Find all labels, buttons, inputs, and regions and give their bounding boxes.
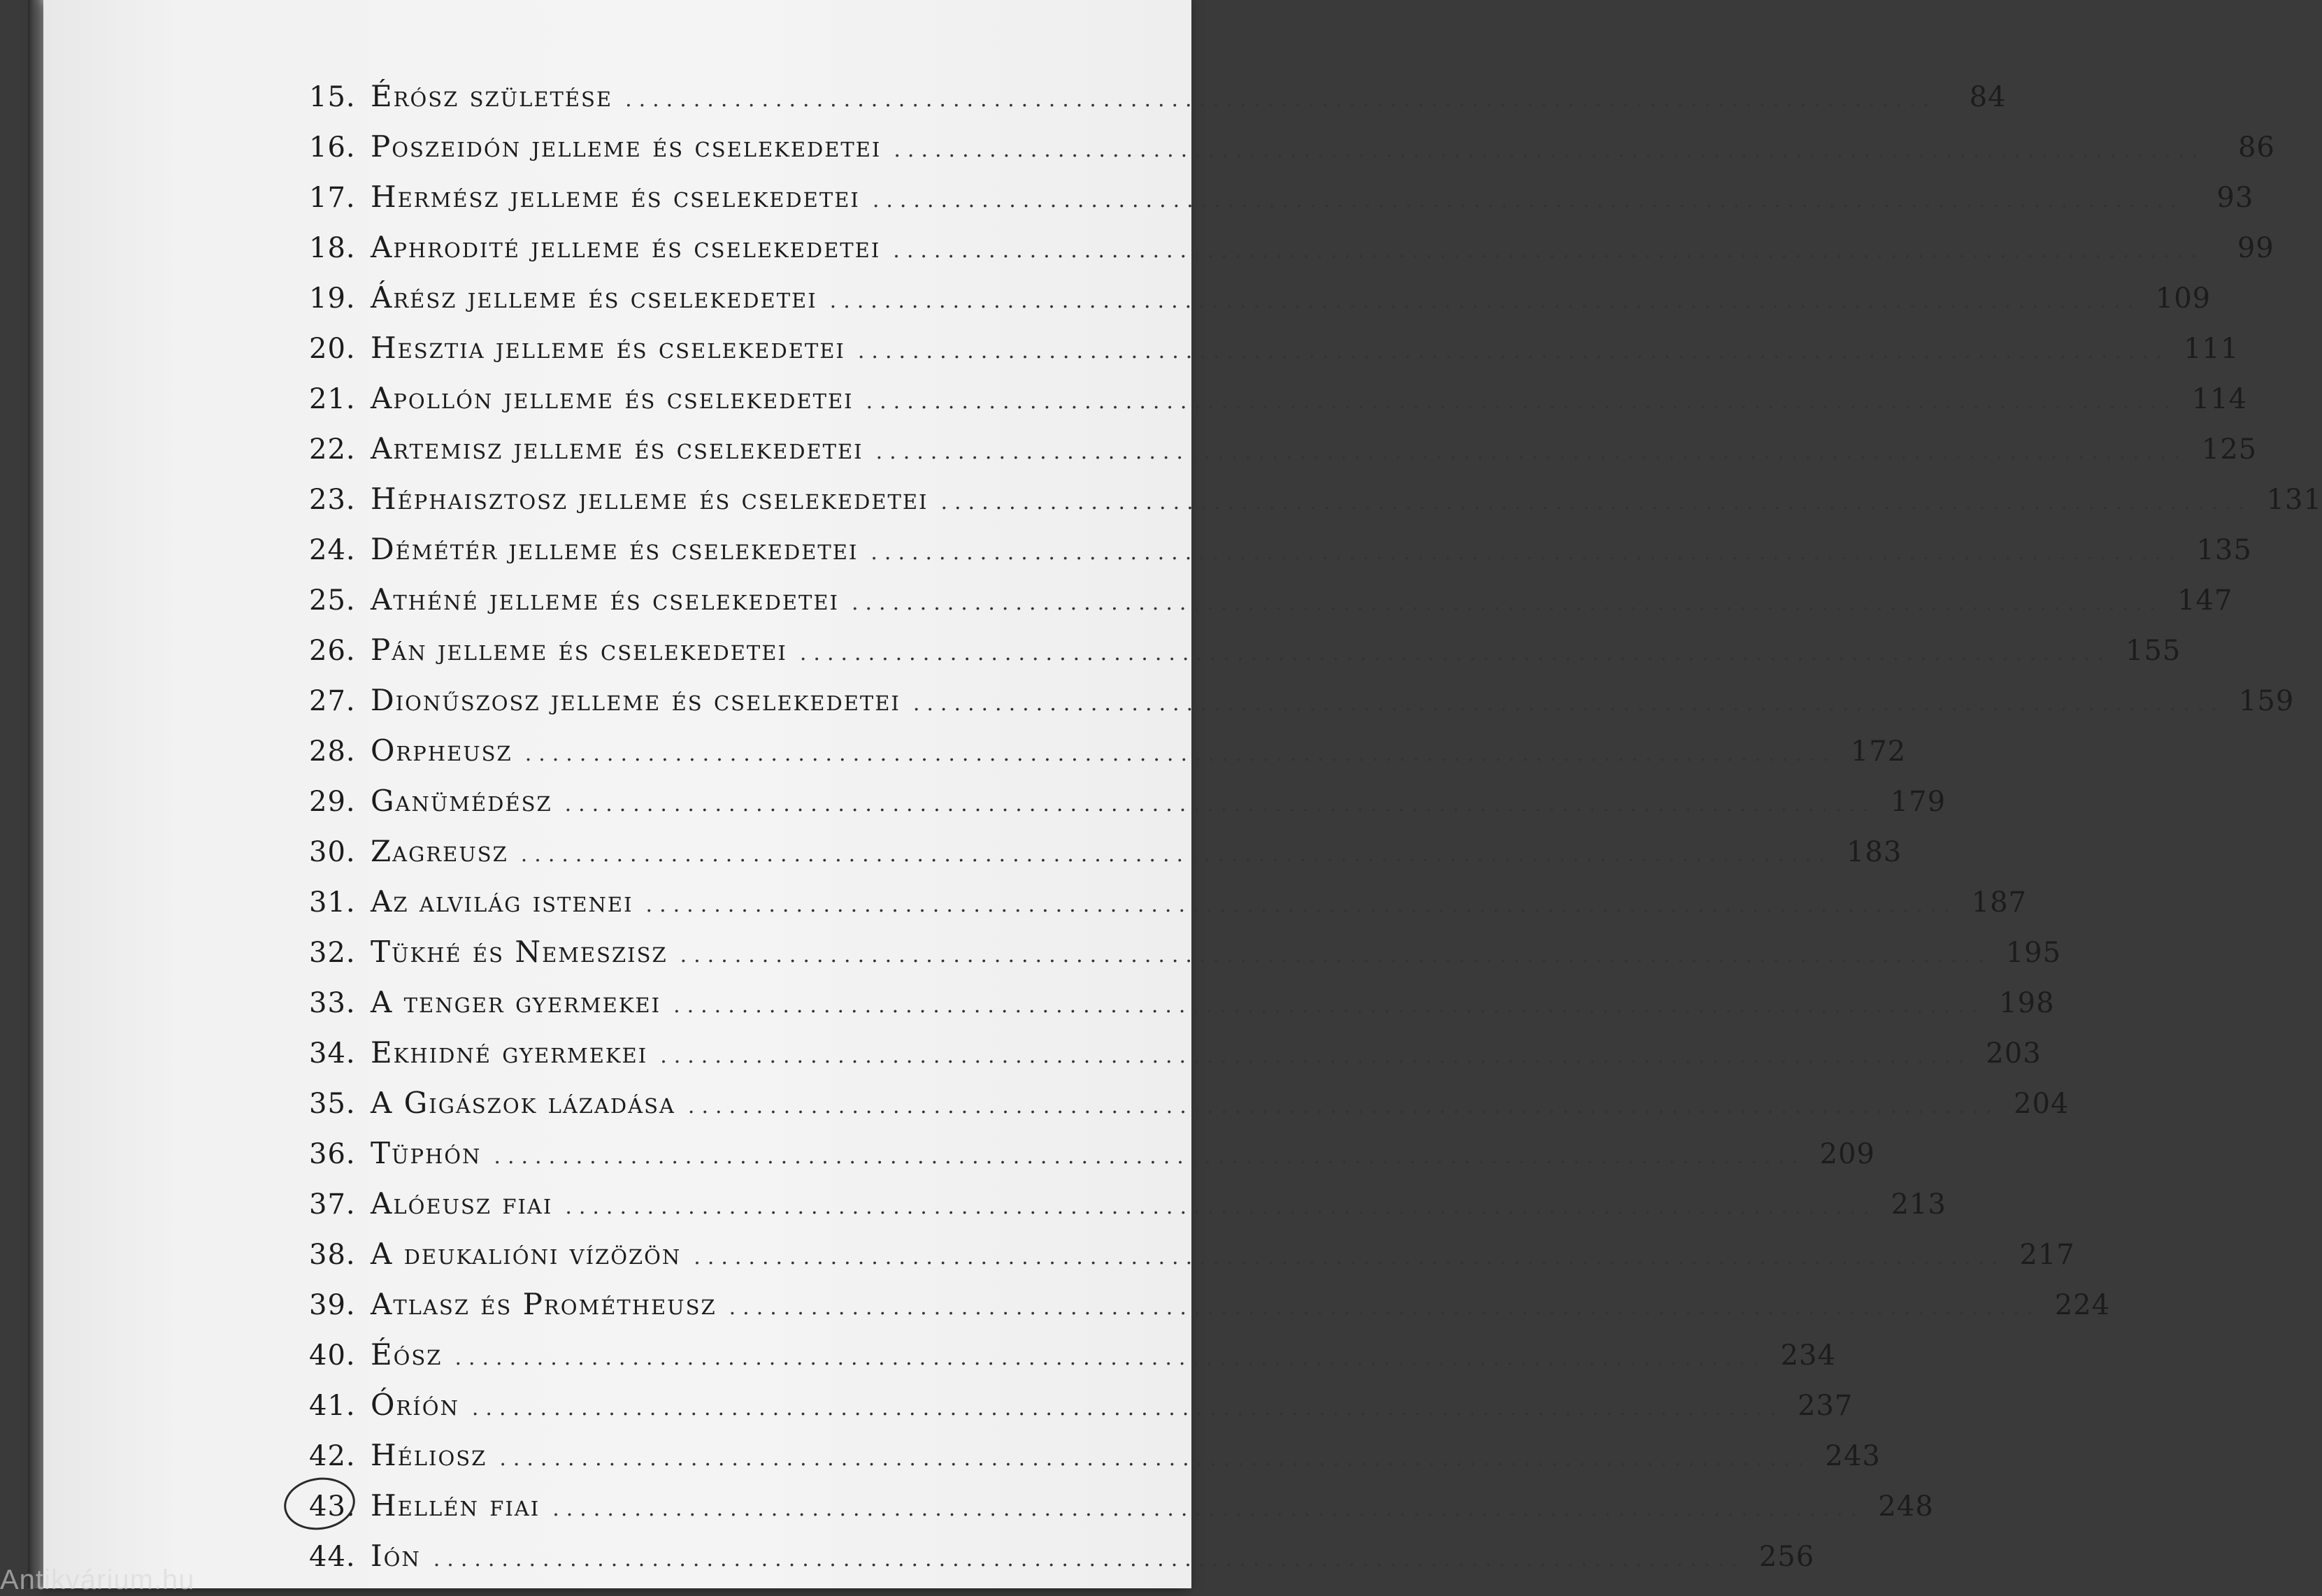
entry-page: 179 [1890,786,1947,818]
entry-page: 187 [1971,886,2028,919]
entry-page: 204 [2014,1088,2070,1120]
toc-entry [309,768,1947,818]
entry-number: 30. [309,836,356,868]
entry-page: 84 [1969,81,2007,113]
entry-number: 31. [309,886,356,919]
entry-number: 20. [309,333,356,365]
entry-title: Ganümédész [371,784,552,818]
entry-title: Athéné jelleme és cselekedetei [371,582,839,617]
dot-leader: ................................................................................................ [471,1396,1784,1421]
entry-page: 125 [2201,433,2258,466]
toc-entry [309,1372,1854,1422]
toc-entry [309,969,2055,1019]
entry-title: Hellén fiai [371,1488,540,1523]
dot-leader: ................................................................................................ [673,993,1985,1018]
entry-title: Artemisz jelleme és cselekedetei [371,431,863,466]
toc-entry [309,1019,2042,1070]
toc-entry [309,315,2239,365]
entry-title: Ekhidné gyermekei [371,1035,648,1070]
dot-leader: ................................................................................................ [660,1044,1972,1068]
entry-page: 135 [2196,534,2252,566]
entry-page: 131 [2266,484,2322,516]
book-spine-edge [28,0,45,1588]
toc-entry [309,164,2254,214]
watermark: Antikvárium.hu [0,1565,195,1595]
entry-number: 18. [309,232,356,264]
entry-number: 34. [309,1037,356,1070]
entry-page: 234 [1780,1339,1836,1372]
entry-page: 248 [1878,1490,1934,1523]
entry-page: 224 [2054,1289,2111,1321]
entry-page: 99 [2237,232,2274,264]
entry-title: Alóeusz fiai [371,1186,553,1221]
dot-leader: ................................................................................................ [494,1144,1805,1169]
toc-entry [309,214,2274,264]
dot-leader: ................................................................................................ [866,389,2178,414]
dot-leader: ................................................................................................ [433,1547,1745,1572]
table-of-contents [309,63,2322,1573]
toc-entry [309,617,2181,667]
entry-title: Érósz születése [371,79,613,113]
entry-page: 213 [1891,1188,1947,1221]
toc-entry [309,1523,1815,1573]
entry-title: Hesztia jelleme és cselekedetei [371,331,845,365]
entry-number: 43. [309,1490,356,1523]
dot-leader: ................................................................................................ [851,591,2163,615]
entry-title: Éósz [371,1337,443,1372]
entry-number: 37. [309,1188,356,1221]
dot-leader: ................................................................................................ [799,641,2112,666]
entry-number: 16. [309,131,356,164]
toc-entry [309,919,2062,969]
toc-entry [309,717,1907,768]
entry-page: 111 [2183,333,2239,365]
toc-entry [309,63,2007,113]
entry-title: Óríón [371,1388,459,1422]
toc-entry [309,667,2295,717]
dot-leader: ................................................................................................ [940,490,2252,515]
dot-leader: ................................................................................................ [857,339,2170,364]
toc-entry [309,516,2252,566]
dot-leader: ................................................................................................ [565,1195,1877,1219]
entry-number: 28. [309,735,356,768]
entry-title: Ión [371,1539,421,1573]
entry-number: 42. [309,1440,356,1472]
entry-title: Aphrodité jelleme és cselekedetei [371,230,881,264]
dot-leader: ................................................................................................ [520,842,1833,867]
dot-leader: ................................................................................................ [870,540,2182,565]
dot-leader: ................................................................................................ [454,1346,1766,1370]
entry-title: Apollón jelleme és cselekedetei [371,381,854,415]
toc-entry [309,818,1902,868]
entry-page: 217 [2019,1239,2075,1271]
entry-title: Tükhé és Nemeszisz [371,935,668,969]
dot-leader: ................................................................................................ [912,691,2225,716]
entry-title: Atlasz és Prométheusz [371,1287,717,1321]
entry-title: A Gigászok lázadása [371,1086,675,1120]
entry-number: 25. [309,584,356,617]
dot-leader: ................................................................................................ [872,188,2184,213]
entry-title: Démétér jelleme és cselekedetei [371,532,859,566]
entry-title: Poszeidón jelleme és cselekedetei [371,129,882,164]
entry-number: 35. [309,1088,356,1120]
toc-entry [309,1070,2070,1120]
entry-title: Zagreusz [371,834,508,868]
entry-number: 40. [309,1339,356,1372]
entry-number: 32. [309,937,356,969]
entry-page: 147 [2177,584,2233,617]
entry-page: 114 [2191,383,2248,415]
entry-title: Hermész jelleme és cselekedetei [371,180,860,214]
dot-leader: ................................................................................................ [875,440,2188,464]
entry-page: 159 [2238,685,2295,717]
dot-leader: ................................................................................................ [687,1094,2000,1119]
dot-leader: ................................................................................................ [729,1295,2041,1320]
entry-page: 93 [2216,182,2254,214]
entry-number: 29. [309,786,356,818]
entry-number: 17. [309,182,356,214]
entry-number: 27. [309,685,356,717]
entry-page: 195 [2005,937,2062,969]
toc-entry [309,113,2275,164]
entry-title: Dionűszosz jelleme és cselekedetei [371,683,901,717]
entry-title: Pán jelleme és cselekedetei [371,633,787,667]
toc-entry [309,1221,2075,1271]
dot-leader: ................................................................................................ [645,893,1958,917]
dot-leader: ................................................................................................ [694,1245,2005,1270]
toc-entry [309,566,2233,617]
toc-entry [309,868,2028,919]
entry-number: 36. [309,1138,356,1170]
entry-number: 22. [309,433,356,466]
entry-number: 38. [309,1239,356,1271]
entry-number: 44. [309,1541,356,1573]
toc-entry [309,1422,1881,1472]
toc-entry [309,466,2322,516]
dot-leader: ................................................................................................ [499,1446,1811,1471]
entry-page: 183 [1846,836,1902,868]
dot-leader: ................................................................................................ [894,138,2205,162]
toc-entry [309,1120,1875,1170]
dot-leader: ................................................................................................ [625,87,1937,112]
entry-title: Az alvilág istenei [371,884,633,919]
toc-entry [309,1170,1947,1221]
entry-page: 155 [2126,635,2181,667]
entry-page: 256 [1758,1541,1815,1573]
entry-number: 33. [309,987,356,1019]
entry-page: 203 [1986,1037,2042,1070]
entry-number: 15. [309,81,356,113]
dot-leader: ................................................................................................ [564,792,1877,817]
entry-title: Tüphón [371,1136,482,1170]
dot-leader: ................................................................................................ [680,943,1992,968]
book-page [43,0,2322,1588]
entry-title: Héphaisztosz jelleme és cselekedetei [371,482,929,516]
toc-entry [309,1271,2111,1321]
entry-number: 26. [309,635,356,667]
entry-page: 243 [1825,1440,1881,1472]
toc-entry [309,415,2258,466]
entry-title: A deukalióni vízözön [371,1237,682,1271]
toc-entry [309,264,2212,315]
entry-number: 39. [309,1289,356,1321]
entry-page: 86 [2237,131,2275,164]
entry-number: 24. [309,534,356,566]
entry-page: 109 [2155,282,2212,315]
dot-leader: ................................................................................................ [524,742,1837,766]
entry-title: Héliosz [371,1438,487,1472]
dot-leader: ................................................................................................ [893,238,2205,263]
entry-title: Orpheusz [371,733,513,768]
entry-title: Árész jelleme és cselekedetei [371,280,817,315]
entry-page: 209 [1819,1138,1875,1170]
entry-number: 19. [309,282,356,315]
toc-entry [309,1321,1836,1372]
entry-title: A tenger gyermekei [371,985,661,1019]
entry-number: 23. [309,484,356,516]
dot-leader: ................................................................................................ [552,1497,1864,1521]
entry-page: 172 [1850,735,1907,768]
toc-entry [309,365,2248,415]
entry-page: 198 [1999,987,2055,1019]
entry-page: 237 [1797,1390,1854,1422]
entry-number: 41. [309,1390,356,1422]
dot-leader: ................................................................................................ [829,289,2142,313]
entry-number: 21. [309,383,356,415]
toc-entry-circled [309,1472,1934,1523]
